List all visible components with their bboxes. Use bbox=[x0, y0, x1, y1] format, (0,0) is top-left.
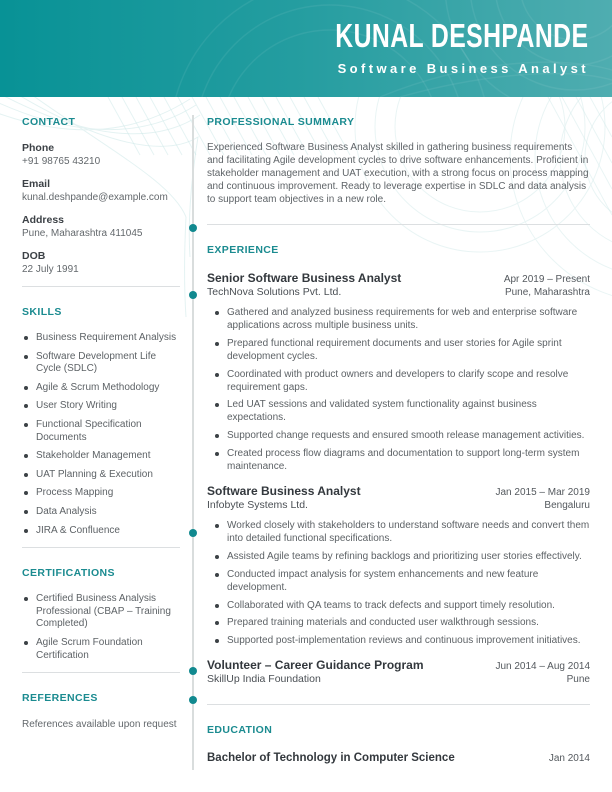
job-title-row bbox=[207, 484, 590, 498]
contact-field bbox=[22, 178, 180, 204]
job-dates: Apr 2019 – Present bbox=[503, 274, 590, 285]
professional-summary-heading: PROFESSIONAL SUMMARY bbox=[207, 116, 355, 128]
experience-entry bbox=[207, 658, 590, 686]
job-bullet bbox=[213, 307, 590, 333]
job-company: SkillUp India Foundation bbox=[207, 673, 321, 686]
job-company-row bbox=[207, 498, 590, 512]
certifications-heading: CERTIFICATIONS bbox=[22, 567, 115, 580]
job-bullet-text: Prepared training materials and conducted user walkthrough sessions. bbox=[227, 617, 539, 629]
professional-summary-text: Experienced Software Business Analyst skilled in gathering business requirements and facilitating Agile development cycles to drive software enhancements. Proficient in stakeholder management and UAT execution, with a strong focus on process mapping and continuous improvement. Ready to leverage expertise in SDLC and data analysis to support team objectives in a new role. bbox=[207, 142, 589, 205]
person-job-title: Software Business Analyst bbox=[337, 61, 589, 76]
bullet-icon bbox=[215, 573, 219, 577]
references-heading: REFERENCES bbox=[22, 692, 98, 705]
bullet-icon bbox=[215, 434, 219, 438]
job-title: Volunteer – Career Guidance Program bbox=[207, 658, 424, 673]
job-dates: Jan 2015 – Mar 2019 bbox=[495, 486, 590, 498]
skill-item-text: Business Requirement Analysis bbox=[36, 332, 177, 343]
bullet-icon bbox=[24, 454, 28, 458]
skill-item bbox=[22, 419, 180, 444]
skill-item bbox=[22, 400, 180, 413]
education-entry bbox=[207, 751, 590, 765]
contact-field bbox=[22, 250, 180, 276]
skill-item-text: Agile & Scrum Methodology bbox=[36, 381, 160, 393]
job-title: Software Business Analyst bbox=[207, 483, 361, 498]
skills-list bbox=[22, 332, 180, 537]
job-bullet-text: Prepared functional requirement documents and user stories for Agile sprint development cycles. bbox=[227, 337, 562, 362]
contact-field bbox=[22, 214, 180, 240]
bullet-icon bbox=[24, 510, 28, 514]
references-text: References available upon request bbox=[22, 719, 177, 731]
bullet-icon bbox=[215, 311, 219, 315]
education-date: Jan 2014 bbox=[548, 753, 590, 765]
contact-field bbox=[22, 142, 180, 168]
sidebar-divider bbox=[22, 286, 180, 287]
skill-item-text: Stakeholder Management bbox=[36, 450, 151, 462]
bullet-icon bbox=[24, 355, 28, 359]
sidebar-divider bbox=[22, 547, 180, 548]
skill-item bbox=[22, 469, 180, 482]
job-location: Pune bbox=[566, 674, 590, 686]
job-bullet bbox=[213, 551, 590, 564]
experience-heading: EXPERIENCE bbox=[207, 244, 279, 256]
bullet-icon bbox=[215, 621, 219, 625]
bullet-icon bbox=[24, 473, 28, 477]
contact-field-value: 22 July 1991 bbox=[22, 264, 79, 275]
skill-item-text: User Story Writing bbox=[36, 400, 117, 412]
contact-heading: CONTACT bbox=[22, 116, 76, 128]
experience-entry bbox=[207, 271, 590, 474]
bullet-icon bbox=[24, 404, 28, 408]
contact-field-label: Phone bbox=[22, 142, 55, 154]
contact-field-value: +91 98765 43210 bbox=[22, 156, 101, 167]
job-company-row bbox=[207, 672, 590, 686]
skill-item bbox=[22, 487, 180, 500]
job-bullet-text: Assisted Agile teams by refining backlogs and prioritizing user stories effectively. bbox=[227, 550, 582, 562]
job-bullet bbox=[213, 369, 590, 395]
contact-field-value: Pune, Maharashtra 411045 bbox=[22, 228, 143, 239]
job-bullet bbox=[213, 569, 590, 595]
contact-field-label: Email bbox=[22, 178, 51, 190]
skill-item-text: Data Analysis bbox=[36, 505, 97, 517]
job-bullet bbox=[213, 520, 590, 546]
job-bullet bbox=[213, 338, 590, 364]
bullet-icon bbox=[215, 403, 219, 407]
certification-item-text: Certified Business Analysis Professional (CBAP – Training Completed) bbox=[36, 593, 171, 630]
header-banner bbox=[0, 0, 612, 97]
main-content bbox=[207, 97, 590, 765]
contact-field-label: Address bbox=[22, 214, 65, 226]
bullet-icon bbox=[215, 452, 219, 456]
contact-fields bbox=[22, 142, 180, 276]
bullet-icon bbox=[215, 524, 219, 528]
certification-item bbox=[22, 593, 180, 631]
education-heading: EDUCATION bbox=[207, 724, 273, 737]
job-bullet-list bbox=[207, 307, 590, 474]
skill-item bbox=[22, 525, 180, 538]
bullet-icon bbox=[24, 529, 28, 533]
contact-field-label: DOB bbox=[22, 250, 46, 262]
job-bullet-text: Conducted impact analysis for system enhancements and new feature development. bbox=[227, 568, 539, 593]
job-company: Infobyte Systems Ltd. bbox=[207, 498, 308, 511]
bullet-icon bbox=[24, 423, 28, 427]
skill-item-text: JIRA & Confluence bbox=[36, 524, 120, 536]
bullet-icon bbox=[215, 555, 219, 559]
certifications-list bbox=[22, 593, 180, 662]
bullet-icon bbox=[24, 491, 28, 495]
timeline-dot bbox=[189, 291, 197, 299]
job-title-row bbox=[207, 271, 590, 285]
job-location: Pune, Maharashtra bbox=[504, 287, 590, 298]
skill-item-text: UAT Planning & Execution bbox=[36, 468, 153, 480]
job-bullet-text: Collaborated with QA teams to track defects and support timely resolution. bbox=[227, 599, 555, 611]
skill-item bbox=[22, 332, 180, 345]
job-bullet bbox=[213, 448, 590, 474]
job-bullet bbox=[213, 600, 590, 613]
contact-field-value: kunal.deshpande@example.com bbox=[22, 192, 168, 203]
skill-item bbox=[22, 351, 180, 376]
job-bullet-text: Worked closely with stakeholders to understand software needs and convert them into detailed functional specifications. bbox=[227, 519, 590, 544]
bullet-icon bbox=[24, 641, 28, 645]
education-degree: Bachelor of Technology in Computer Science bbox=[207, 752, 455, 765]
job-bullet bbox=[213, 399, 590, 425]
certification-item bbox=[22, 637, 180, 662]
bullet-icon bbox=[24, 597, 28, 601]
job-title: Senior Software Business Analyst bbox=[207, 271, 402, 285]
certification-item-text: Agile Scrum Foundation Certification bbox=[36, 636, 143, 661]
skill-item bbox=[22, 506, 180, 519]
sidebar-divider bbox=[22, 672, 180, 673]
bullet-icon bbox=[215, 604, 219, 608]
timeline-dot bbox=[189, 224, 197, 232]
job-bullet-text: Supported post-implementation reviews and continuous improvement initiatives. bbox=[227, 635, 581, 647]
skills-heading: SKILLS bbox=[22, 306, 62, 318]
skill-item-text: Software Development Life Cycle (SDLC) bbox=[36, 350, 157, 375]
job-bullet-text: Created process flow diagrams and documentation to support long-term system maintenance. bbox=[227, 448, 580, 473]
job-bullet-text: Led UAT sessions and validated system functionality against business expectations. bbox=[227, 399, 537, 424]
timeline-dot bbox=[189, 696, 197, 704]
job-bullet-list bbox=[207, 520, 590, 648]
job-company: TechNova Solutions Pvt. Ltd. bbox=[207, 286, 342, 298]
bullet-icon bbox=[24, 386, 28, 390]
sidebar bbox=[22, 97, 180, 731]
job-bullet bbox=[213, 635, 590, 648]
section-divider bbox=[207, 224, 590, 225]
timeline-dot bbox=[189, 529, 197, 537]
job-title-row bbox=[207, 658, 590, 672]
job-dates: Jun 2014 – Aug 2014 bbox=[495, 661, 590, 673]
timeline-dot bbox=[189, 667, 197, 675]
skill-item-text: Process Mapping bbox=[36, 487, 114, 499]
skill-item bbox=[22, 450, 180, 463]
experience-entry bbox=[207, 484, 590, 648]
job-company-row bbox=[207, 285, 590, 299]
job-bullet-text: Coordinated with product owners and developers to clarify scope and resolve requirement gaps. bbox=[227, 368, 569, 393]
bullet-icon bbox=[215, 639, 219, 643]
person-name: KUNAL DESHPANDE bbox=[334, 16, 588, 55]
section-divider bbox=[207, 704, 590, 705]
skill-item-text: Functional Specification Documents bbox=[36, 418, 142, 443]
job-bullet-text: Gathered and analyzed business requirements for web and enterprise software applications across multiple business units. bbox=[227, 307, 578, 331]
bullet-icon bbox=[215, 373, 219, 377]
job-location: Bengaluru bbox=[544, 499, 590, 511]
bullet-icon bbox=[215, 342, 219, 346]
job-bullet-text: Supported change requests and ensured smooth release management activities. bbox=[227, 430, 585, 442]
skill-item bbox=[22, 382, 180, 395]
job-bullet bbox=[213, 430, 590, 443]
job-bullet bbox=[213, 617, 590, 630]
bullet-icon bbox=[24, 336, 28, 340]
experience-entries bbox=[207, 271, 590, 686]
